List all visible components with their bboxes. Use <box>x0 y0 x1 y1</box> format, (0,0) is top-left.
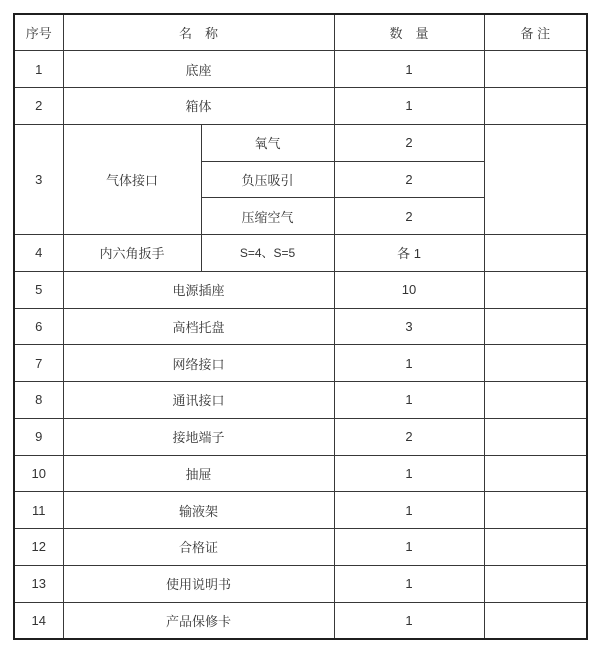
header-cell-index: 序号 <box>14 14 63 51</box>
item-name-cell: 接地端子 <box>63 418 334 455</box>
table-row <box>14 88 587 125</box>
table-row <box>14 345 587 382</box>
table-row <box>14 51 587 88</box>
header-row <box>14 14 587 51</box>
remark-cell <box>484 529 587 566</box>
quantity-cell: 1 <box>334 529 484 566</box>
sub-item-name-cell: 压缩空气 <box>201 198 334 235</box>
table-row <box>14 455 587 492</box>
remark-cell <box>484 418 587 455</box>
row-index-cell: 7 <box>14 345 63 382</box>
quantity-cell: 10 <box>334 271 484 308</box>
item-name-cell: 电源插座 <box>63 271 334 308</box>
quantity-cell: 2 <box>334 161 484 198</box>
row-index-cell: 6 <box>14 308 63 345</box>
quantity-cell: 3 <box>334 308 484 345</box>
row-index-cell: 13 <box>14 565 63 602</box>
quantity-cell: 2 <box>334 124 484 161</box>
remark-cell <box>484 565 587 602</box>
quantity-cell: 1 <box>334 345 484 382</box>
table-row <box>14 418 587 455</box>
quantity-cell: 1 <box>334 455 484 492</box>
header-cell-name: 名 称 <box>63 14 334 51</box>
header-cell-remark: 备 注 <box>484 14 587 51</box>
item-name-cell: 合格证 <box>63 529 334 566</box>
item-name-cell: 高档托盘 <box>63 308 334 345</box>
sub-item-name-cell: 氧气 <box>201 124 334 161</box>
packing-list-table <box>13 13 588 640</box>
table-row <box>14 529 587 566</box>
header-cell-quantity: 数 量 <box>334 14 484 51</box>
spec-cell: S=4、S=5 <box>201 235 334 272</box>
remark-cell <box>484 51 587 88</box>
item-name-cell: 抽屉 <box>63 455 334 492</box>
table-row <box>14 308 587 345</box>
row-index-cell: 9 <box>14 418 63 455</box>
remark-cell <box>484 345 587 382</box>
table-row <box>14 602 587 639</box>
item-name-cell: 产品保修卡 <box>63 602 334 639</box>
remark-cell <box>484 271 587 308</box>
item-name-cell: 输液架 <box>63 492 334 529</box>
table-row <box>14 492 587 529</box>
row-index-cell: 1 <box>14 51 63 88</box>
item-name-cell: 箱体 <box>63 88 334 125</box>
remark-cell <box>484 308 587 345</box>
table-row <box>14 382 587 419</box>
row-index-cell: 11 <box>14 492 63 529</box>
quantity-cell: 2 <box>334 198 484 235</box>
row-index-cell: 5 <box>14 271 63 308</box>
row-index-cell: 8 <box>14 382 63 419</box>
quantity-cell: 1 <box>334 51 484 88</box>
quantity-cell: 各 1 <box>334 235 484 272</box>
item-name-cell: 通讯接口 <box>63 382 334 419</box>
item-name-cell: 内六角扳手 <box>63 235 201 272</box>
item-name-cell: 网络接口 <box>63 345 334 382</box>
item-name-cell: 气体接口 <box>63 124 201 234</box>
table-row <box>14 271 587 308</box>
table-row <box>14 235 587 272</box>
row-index-cell: 2 <box>14 88 63 125</box>
row-index-cell: 12 <box>14 529 63 566</box>
remark-cell <box>484 382 587 419</box>
remark-cell <box>484 602 587 639</box>
table-row <box>14 124 587 161</box>
remark-cell <box>484 455 587 492</box>
quantity-cell: 1 <box>334 88 484 125</box>
quantity-cell: 1 <box>334 382 484 419</box>
row-index-cell: 10 <box>14 455 63 492</box>
quantity-cell: 1 <box>334 565 484 602</box>
sub-item-name-cell: 负压吸引 <box>201 161 334 198</box>
quantity-cell: 1 <box>334 492 484 529</box>
remark-cell <box>484 235 587 272</box>
remark-cell <box>484 492 587 529</box>
remark-cell <box>484 88 587 125</box>
item-name-cell: 使用说明书 <box>63 565 334 602</box>
row-index-cell: 14 <box>14 602 63 639</box>
row-index-cell: 4 <box>14 235 63 272</box>
remark-cell <box>484 124 587 234</box>
quantity-cell: 2 <box>334 418 484 455</box>
quantity-cell: 1 <box>334 602 484 639</box>
table-row <box>14 565 587 602</box>
row-index-cell: 3 <box>14 124 63 234</box>
item-name-cell: 底座 <box>63 51 334 88</box>
